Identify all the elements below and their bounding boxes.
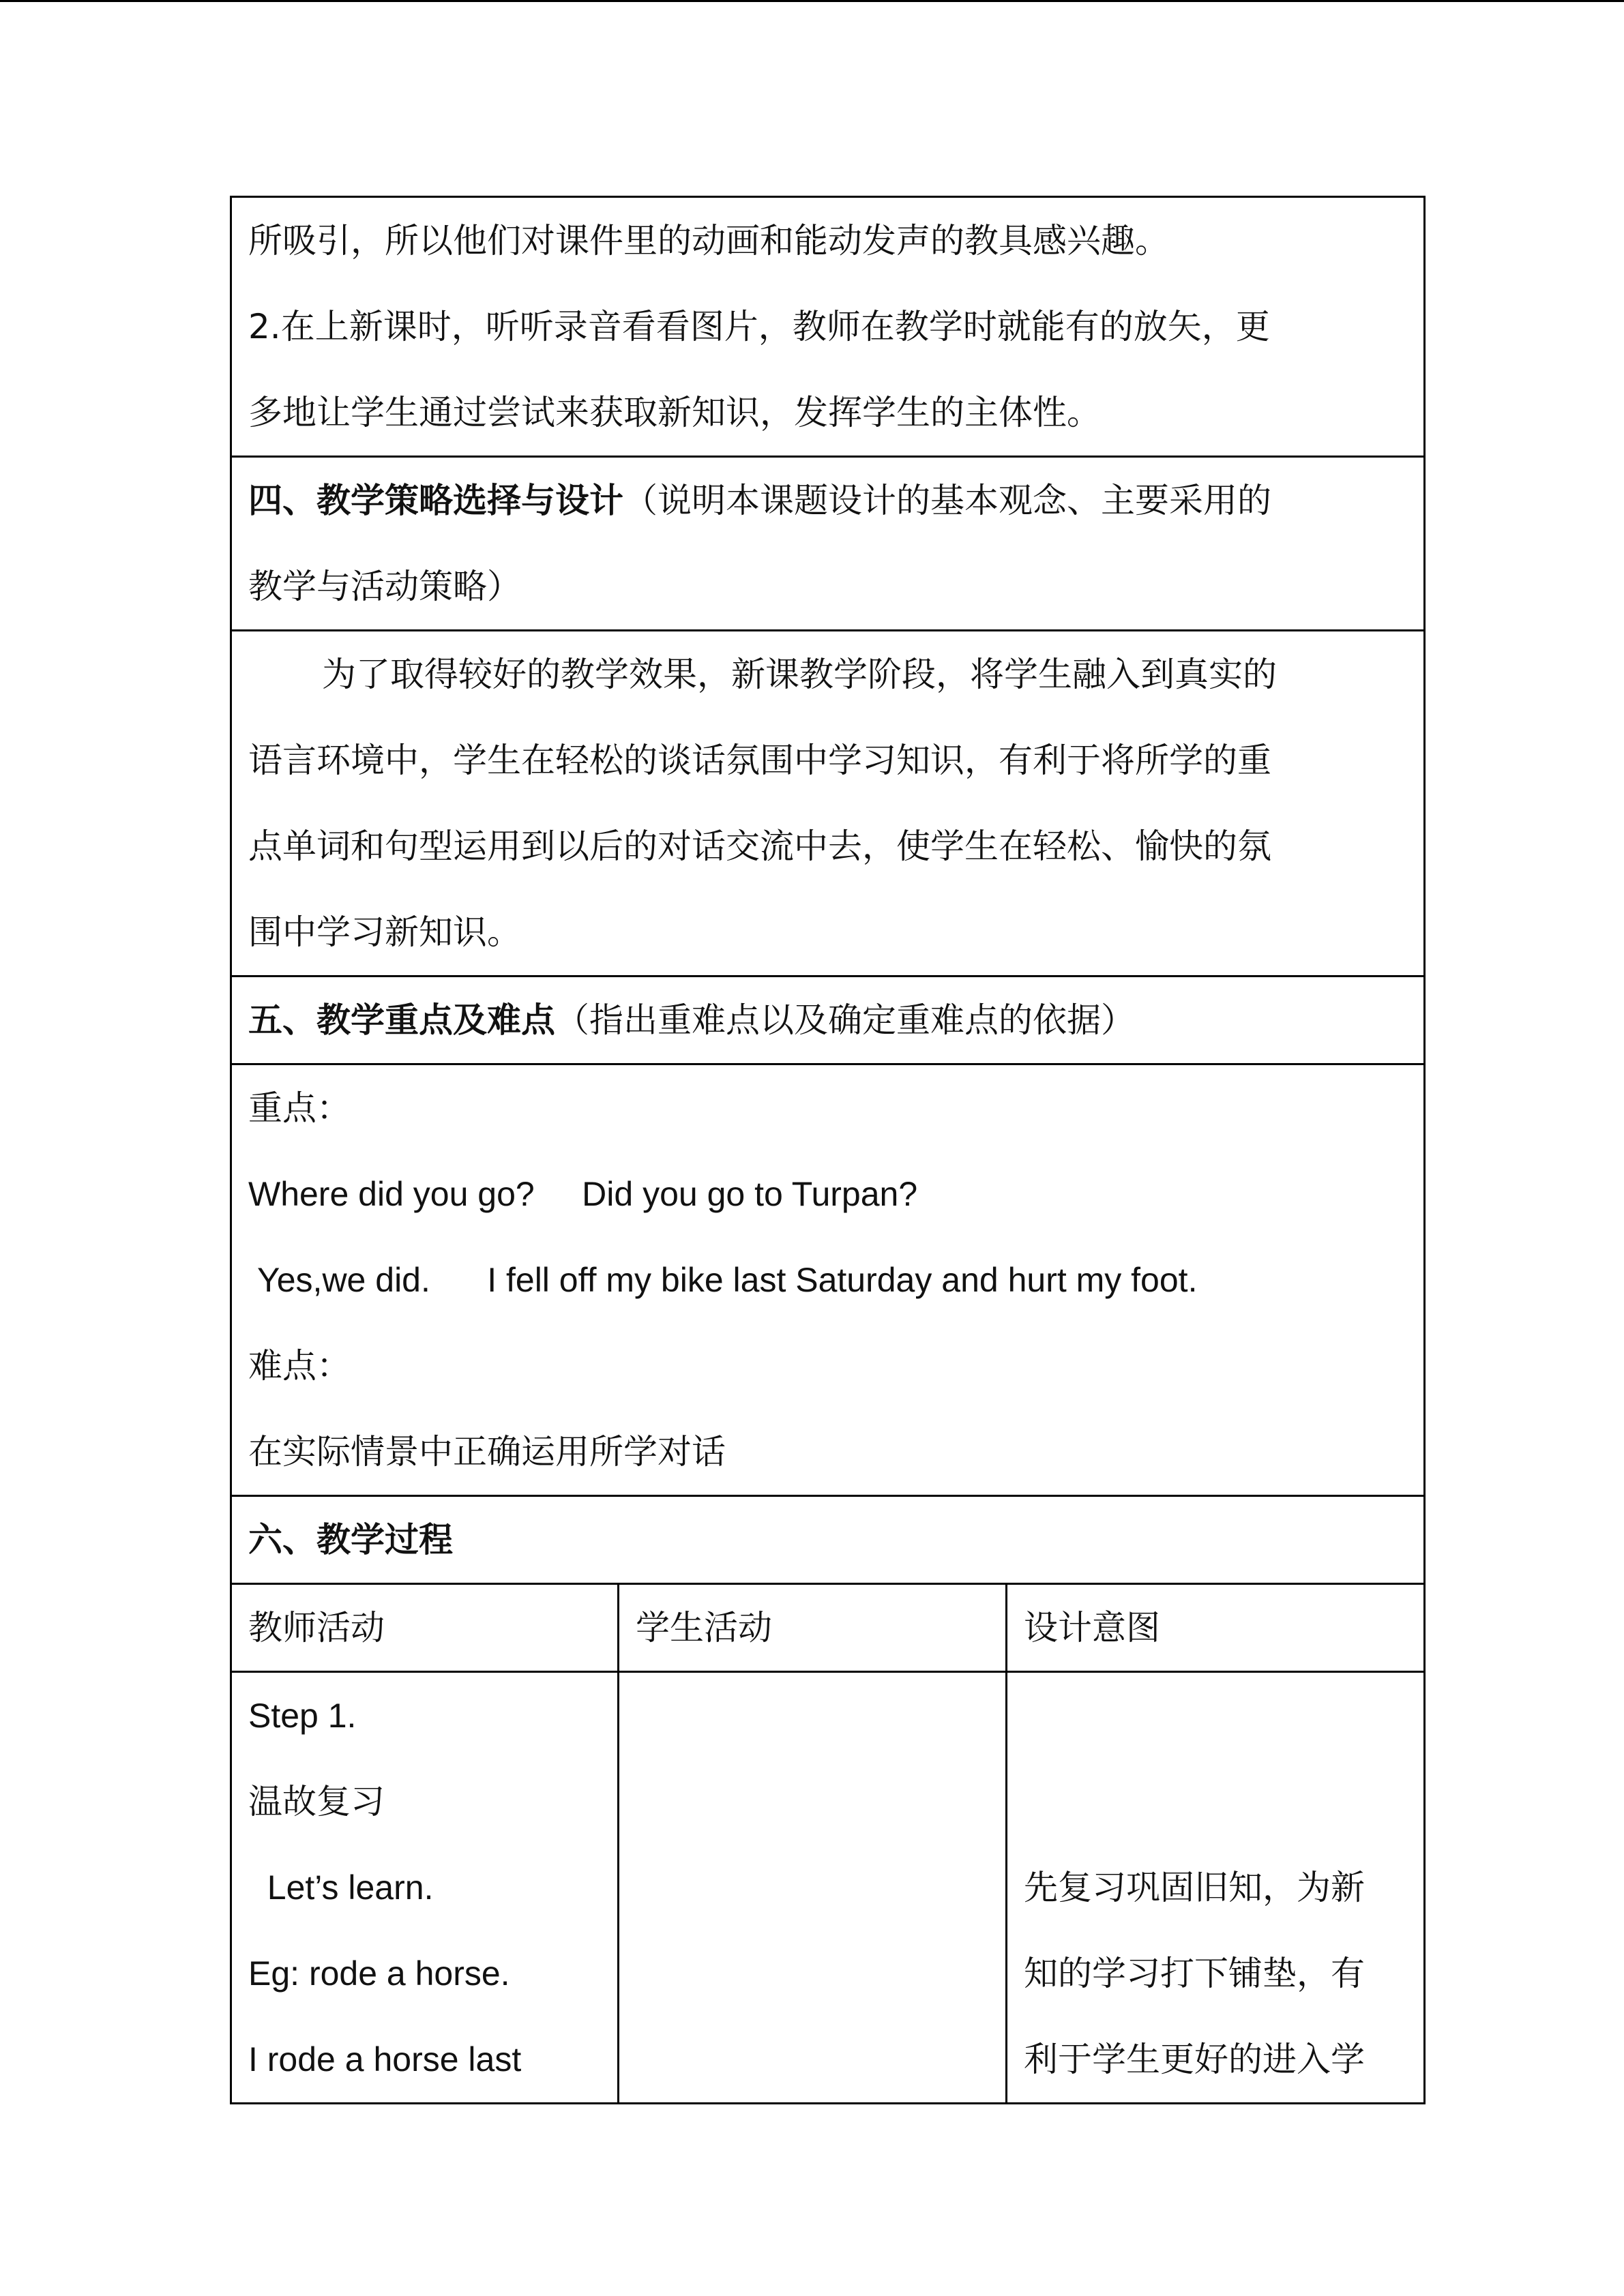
key-sentence: Yes,we did. I fell off my bike last Saturday and hurt my foot. — [248, 1261, 1198, 1299]
column-header-label: 设计意图 — [1024, 1608, 1160, 1648]
difficulty-label: 难点： — [248, 1346, 351, 1386]
key-points-label: 重点： — [248, 1088, 351, 1128]
text-line: 2.在上新课时，听听录音看看图片，教师在教学时就能有的放矢，更 — [248, 307, 1270, 346]
section5-heading-cell — [232, 977, 1423, 1065]
activity-line: Step 1. — [248, 1697, 357, 1735]
spacer — [1024, 1673, 1407, 1759]
section4-body-cell — [232, 631, 1423, 977]
paragraph-line: 围中学习新知识。 — [248, 912, 521, 952]
intent-line: 先复习巩固旧知，为新 — [1024, 1868, 1365, 1907]
activity-line: Let’s learn. — [248, 1868, 434, 1907]
activity-line: I rode a horse last — [248, 2040, 522, 2078]
text-line: 多地让学生通过尝试来获取新知识，发挥学生的主体性。 — [248, 393, 1101, 432]
activity-line: 温故复习 — [248, 1782, 385, 1821]
page-top-border — [0, 0, 1624, 2]
difficulty-text: 在实际情景中正确运用所学对话 — [248, 1432, 726, 1472]
design-intent-cell — [1007, 1673, 1423, 2102]
spacer — [1024, 1759, 1407, 1845]
teacher-activity-cell — [232, 1673, 619, 2102]
text-line: 所吸引，所以他们对课件里的动画和能动发声的教具感兴趣。 — [248, 221, 1169, 260]
lesson-plan-table — [230, 196, 1426, 2104]
section6-heading-cell — [232, 1497, 1423, 1585]
heading-title: 四、教学策略选择与设计 — [248, 481, 623, 520]
paragraph-line: 点单词和句型运用到以后的对话交流中去，使学生在轻松、愉快的氛 — [248, 826, 1271, 866]
heading-note-continued: 教学与活动策略） — [248, 567, 521, 606]
process-table-row — [232, 1673, 1423, 2102]
column-header-student — [619, 1585, 1007, 1671]
section-heading — [248, 458, 1407, 543]
section-heading — [248, 977, 1407, 1063]
intent-line: 知的学习打下铺垫，有 — [1024, 1954, 1365, 1993]
column-header-teacher — [232, 1585, 619, 1671]
column-header-label: 教师活动 — [248, 1608, 385, 1648]
activity-line: Eg: rode a horse. — [248, 1954, 510, 1993]
section-heading: 六、教学过程 — [248, 1520, 453, 1560]
heading-title: 五、教学重点及难点 — [248, 1000, 555, 1040]
column-header-label: 学生活动 — [636, 1608, 772, 1648]
heading-note: （指出重难点以及确定重难点的依据） — [555, 1000, 1135, 1040]
student-activity-cell — [619, 1673, 1007, 2102]
column-header-design — [1007, 1585, 1423, 1671]
section5-body-cell — [232, 1065, 1423, 1497]
key-sentence: Where did you go? Did you go to Turpan? — [248, 1175, 918, 1213]
section3-continued-cell — [232, 198, 1423, 458]
section4-heading-cell — [232, 458, 1423, 631]
paragraph-line: 语言环境中，学生在轻松的谈话氛围中学习知识，有利于将所学的重 — [248, 741, 1271, 780]
process-table-header — [232, 1585, 1423, 1673]
heading-note: （说明本课题设计的基本观念、主要采用的 — [623, 481, 1271, 520]
intent-line: 利于学生更好的进入学 — [1024, 2040, 1365, 2079]
paragraph-line: 为了取得较好的教学效果，新课教学阶段，将学生融入到真实的 — [322, 655, 1277, 694]
